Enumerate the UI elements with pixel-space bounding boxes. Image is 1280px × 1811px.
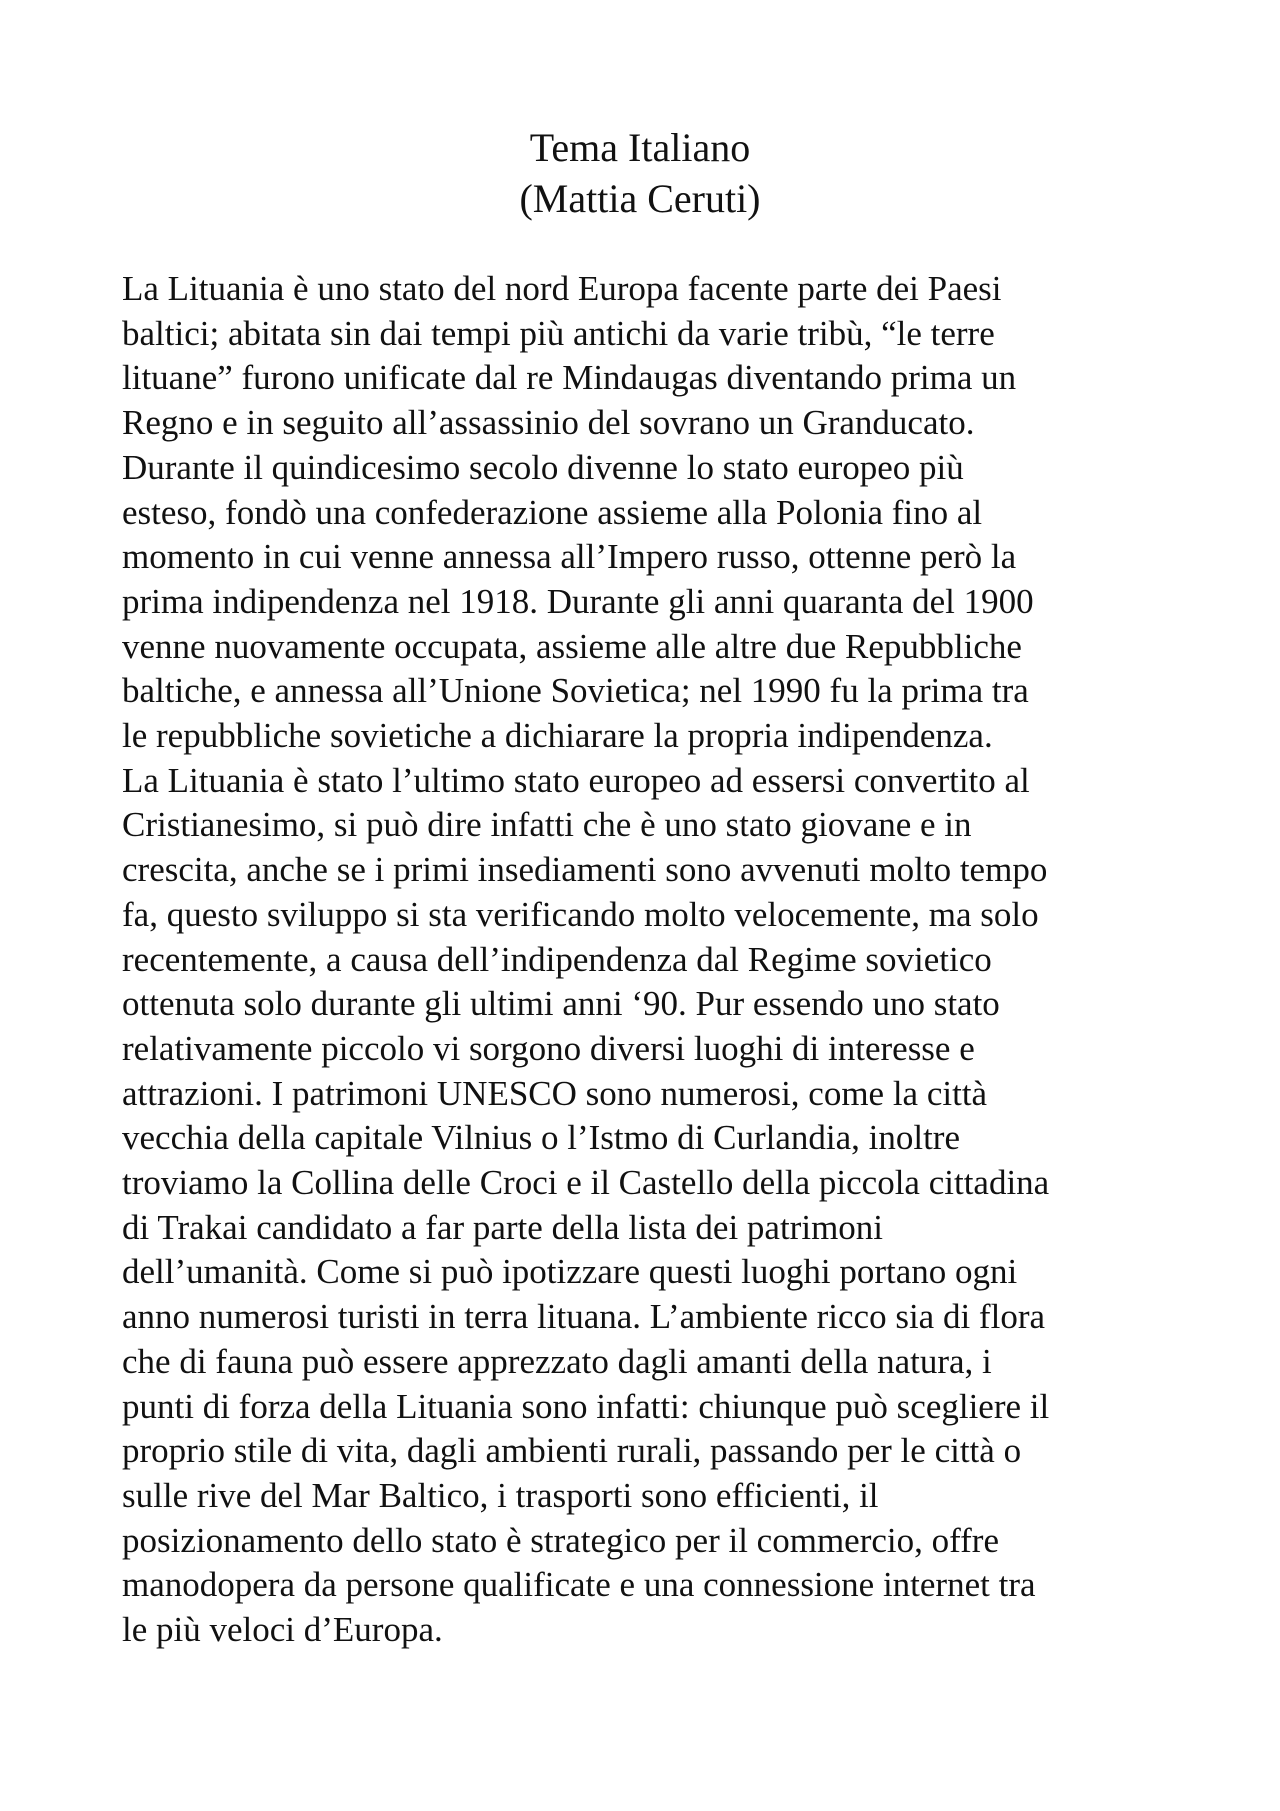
body-line: La Lituania è uno stato del nord Europa facente parte dei Paesi xyxy=(122,269,1002,308)
body-line: Cristianesimo, si può dire infatti che è uno stato giovane e in xyxy=(122,805,972,845)
body-line: manodopera da persone qualificate e una connessione internet tra xyxy=(122,1565,1036,1605)
body-line: che di fauna può essere apprezzato dagli amanti della natura, i xyxy=(122,1341,992,1381)
body-line: relativamente piccolo vi sorgono diversi luoghi di interesse e xyxy=(122,1028,975,1068)
body-line: dell’umanità. Come si può ipotizzare questi luoghi portano ogni xyxy=(122,1252,1018,1292)
body-line: posizionamento dello stato è strategico per il commercio, offre xyxy=(122,1520,999,1560)
body-line: prima indipendenza nel 1918. Durante gli anni quaranta del 1900 xyxy=(122,581,1034,621)
body-line: attrazioni. I patrimoni UNESCO sono numerosi, come la città xyxy=(122,1073,988,1113)
document-title: Tema Italiano xyxy=(529,125,751,170)
body-line: fa, questo sviluppo si sta verificando molto velocemente, ma solo xyxy=(122,894,1039,934)
body-line: Regno e in seguito all’assassinio del sovrano un Granducato. xyxy=(122,403,975,443)
body-line: troviamo la Collina delle Croci e il Castello della piccola cittadina xyxy=(122,1163,1050,1203)
body-line: lituane” furono unificate dal re Mindaugas diventando prima un xyxy=(122,358,1017,398)
body-line: sulle rive del Mar Baltico, i trasporti sono efficienti, il xyxy=(122,1475,879,1515)
body-line: le più veloci d’Europa. xyxy=(122,1610,443,1650)
body-line: baltiche, e annessa all’Unione Sovietica; nel 1990 fu la prima tra xyxy=(122,671,1029,711)
body-line: di Trakai candidato a far parte della lista dei patrimoni xyxy=(122,1207,884,1247)
body-line: Durante il quindicesimo secolo divenne lo stato europeo più xyxy=(122,447,964,487)
title-block xyxy=(0,122,1280,224)
document-author: (Mattia Ceruti) xyxy=(519,176,761,221)
body-line: momento in cui venne annessa all’Impero russo, ottenne però la xyxy=(122,537,1017,577)
body-line: ottenuta solo durante gli ultimi anni ‘90. Pur essendo uno stato xyxy=(122,984,1000,1024)
body-line: proprio stile di vita, dagli ambienti rurali, passando per le città o xyxy=(122,1431,1022,1471)
body-line: anno numerosi turisti in terra lituana. L’ambiente ricco sia di flora xyxy=(122,1297,1046,1337)
body-line: crescita, anche se i primi insediamenti sono avvenuti molto tempo xyxy=(122,850,1048,890)
body-line: punti di forza della Lituania sono infatti: chiunque può scegliere il xyxy=(122,1386,1050,1426)
body-line: le repubbliche sovietiche a dichiarare la propria indipendenza. xyxy=(122,716,993,756)
document-body xyxy=(122,267,1202,1653)
body-line: baltici; abitata sin dai tempi più antichi da varie tribù, “le terre xyxy=(122,313,995,353)
body-line: venne nuovamente occupata, assieme alle altre due Repubbliche xyxy=(122,626,1022,666)
body-line: recentemente, a causa dell’indipendenza dal Regime sovietico xyxy=(122,939,992,979)
body-line: La Lituania è stato l’ultimo stato europeo ad essersi convertito al xyxy=(122,760,1030,800)
body-line: esteso, fondò una confederazione assieme alla Polonia fino al xyxy=(122,492,983,532)
body-line: vecchia della capitale Vilnius o l’Istmo di Curlandia, inoltre xyxy=(122,1118,960,1158)
